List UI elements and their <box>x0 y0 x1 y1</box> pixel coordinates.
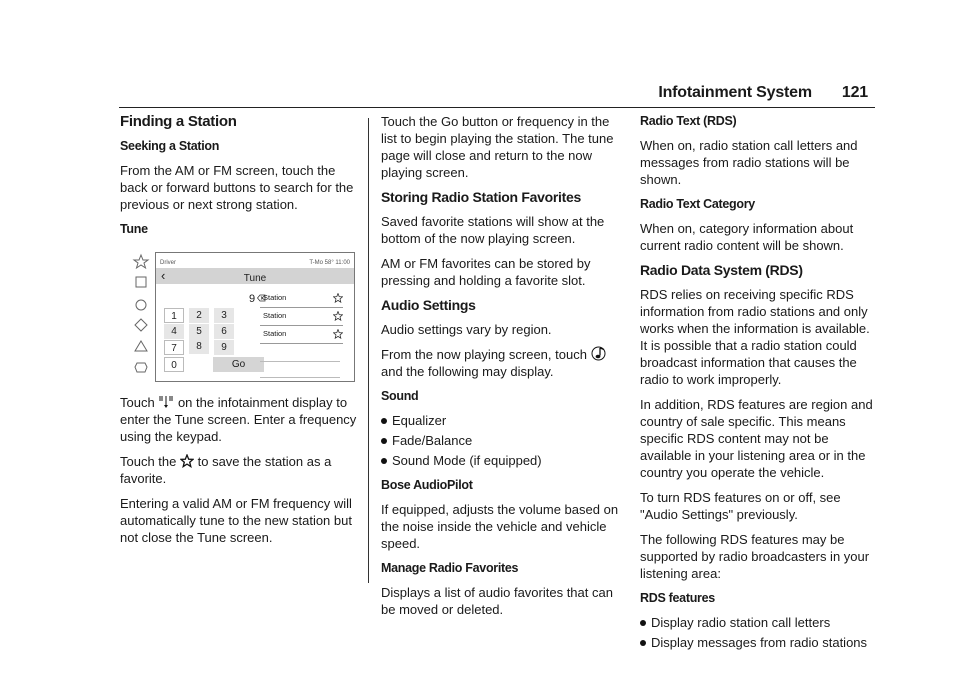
frequency-display: 9 <box>249 293 256 305</box>
back-chevron-icon[interactable]: ‹ <box>161 268 166 283</box>
status-bar <box>160 255 350 265</box>
side-control-rail <box>128 252 154 382</box>
station-row[interactable] <box>260 291 343 308</box>
key-8[interactable]: 8 <box>189 339 209 354</box>
subheading-bose: Bose AudioPilot <box>381 478 473 492</box>
key-9[interactable]: 9 <box>214 340 234 355</box>
tune-title-bar <box>156 268 354 284</box>
text-fragment: on the infotainment display to enter the Tune screen. Enter a frequency using the keypad. <box>120 395 357 444</box>
rail-hexagon-icon <box>135 363 147 372</box>
column-divider <box>368 118 369 583</box>
list-item: Fade/Balance <box>381 432 625 449</box>
para-bose: If equipped, adjusts the volume based on the noise inside the vehicle and vehicle speed. <box>381 502 619 551</box>
station-row[interactable] <box>260 327 343 344</box>
para-am-fm: AM or FM favorites can be stored by pressing and holding a favorite slot. <box>381 256 591 288</box>
subheading-radio-text-category: Radio Text Category <box>640 197 755 211</box>
para-rds-3: To turn RDS features on or off, see "Audio Settings" previously. <box>640 490 841 522</box>
para-touch-tune <box>120 394 360 445</box>
tune-keypad-icon <box>158 395 174 409</box>
tune-screen <box>155 252 355 382</box>
para-radio-text-category: When on, category information about current radio content will be shown. <box>640 221 854 253</box>
list-item: Equalizer <box>381 412 625 429</box>
para-saved: Saved favorite stations will show at the bottom of the now playing screen. <box>381 214 605 246</box>
list-item: Display messages from radio stations <box>640 634 880 651</box>
station-label: Station <box>263 293 287 302</box>
key-5[interactable]: 5 <box>189 324 209 339</box>
text-fragment: From the now playing screen, touch <box>381 347 587 362</box>
para-from-now-playing <box>381 346 625 380</box>
text-fragment: Touch the <box>120 454 177 469</box>
subheading-rds-features: RDS features <box>640 591 715 605</box>
para-manage: Displays a list of audio favorites that can be moved or deleted. <box>381 585 613 617</box>
station-star-icon[interactable] <box>333 293 343 303</box>
header-rule <box>119 107 875 108</box>
rail-diamond-icon <box>135 319 147 331</box>
subheading-radio-text: Radio Text (RDS) <box>640 114 737 128</box>
subheading-manage-favorites: Manage Radio Favorites <box>381 561 519 575</box>
list-item: Display radio station call letters <box>640 614 880 631</box>
para-rds-1: RDS relies on receiving specific RDS information from radio stations and only works when the information is available. It is possible that a radio station could broadcast information that causes the radio to work improperly. <box>640 287 870 387</box>
subheading-tune: Tune <box>120 222 148 236</box>
subheading-sound: Sound <box>381 389 419 403</box>
rail-triangle-icon <box>135 341 147 351</box>
text-fragment: to save the station as a favorite. <box>120 454 332 486</box>
key-7[interactable]: 7 <box>164 340 184 355</box>
para-radio-text: When on, radio station call letters and messages from radio stations will be shown. <box>640 138 858 187</box>
para-valid-frequency: Entering a valid AM or FM frequency will automatically tune to the new station but not close the Tune screen. <box>120 496 352 545</box>
column-1 <box>120 113 360 554</box>
rds-features-list <box>640 614 880 651</box>
station-label: Station <box>263 329 287 338</box>
go-button[interactable]: Go <box>213 357 264 372</box>
para-touch-star <box>120 453 360 487</box>
rail-star-icon <box>134 255 148 268</box>
page-header <box>658 84 868 102</box>
sound-list <box>381 412 625 469</box>
subheading-seeking: Seeking a Station <box>120 139 220 153</box>
section-title: Infotainment System <box>658 84 812 101</box>
station-row[interactable] <box>260 309 343 326</box>
para-vary: Audio settings vary by region. <box>381 322 552 337</box>
heading-rds: Radio Data System (RDS) <box>640 262 803 278</box>
audio-settings-icon <box>591 346 606 361</box>
para-rds-2: In addition, RDS features are region and country of sale specific. This means specific RDS content may not be available in your listening area or in the country you operate the vehicle. <box>640 397 873 480</box>
para-go: Touch the Go button or frequency in the list to begin playing the station. The tune page will close and return to the now playing screen. <box>381 114 614 180</box>
text-fragment: and the following may display. <box>381 364 554 379</box>
status-driver: Driver <box>160 260 176 266</box>
key-3[interactable]: 3 <box>214 308 234 323</box>
column-3 <box>640 113 880 659</box>
para-seeking: From the AM or FM screen, touch the back or forward buttons to search for the previous or next strong station. <box>120 163 354 212</box>
page-number: 121 <box>841 84 868 101</box>
empty-station-line <box>260 361 340 362</box>
text-fragment: Touch <box>120 395 155 410</box>
key-2[interactable]: 2 <box>189 308 209 323</box>
empty-station-line <box>260 377 340 378</box>
para-rds-4: The following RDS features may be supported by radio broadcasters in your listening area: <box>640 532 870 581</box>
list-item: Sound Mode (if equipped) <box>381 452 625 469</box>
station-label: Station <box>263 311 287 320</box>
tune-screen-figure <box>128 252 355 382</box>
rail-circle-icon <box>136 300 146 310</box>
key-4[interactable]: 4 <box>164 324 184 339</box>
rail-square-icon <box>136 277 146 287</box>
key-6[interactable]: 6 <box>214 324 234 339</box>
key-1[interactable]: 1 <box>164 308 184 323</box>
heading-finding-station: Finding a Station <box>120 113 237 130</box>
heading-audio-settings: Audio Settings <box>381 297 476 313</box>
star-outline-icon <box>180 454 194 468</box>
key-0[interactable]: 0 <box>164 357 184 372</box>
station-star-icon[interactable] <box>333 329 343 339</box>
tune-title: Tune <box>243 273 267 284</box>
status-right: T-Mo 58° 11:00 <box>309 260 350 266</box>
column-2 <box>381 113 625 626</box>
heading-storing-favorites: Storing Radio Station Favorites <box>381 189 581 205</box>
station-star-icon[interactable] <box>333 311 343 321</box>
